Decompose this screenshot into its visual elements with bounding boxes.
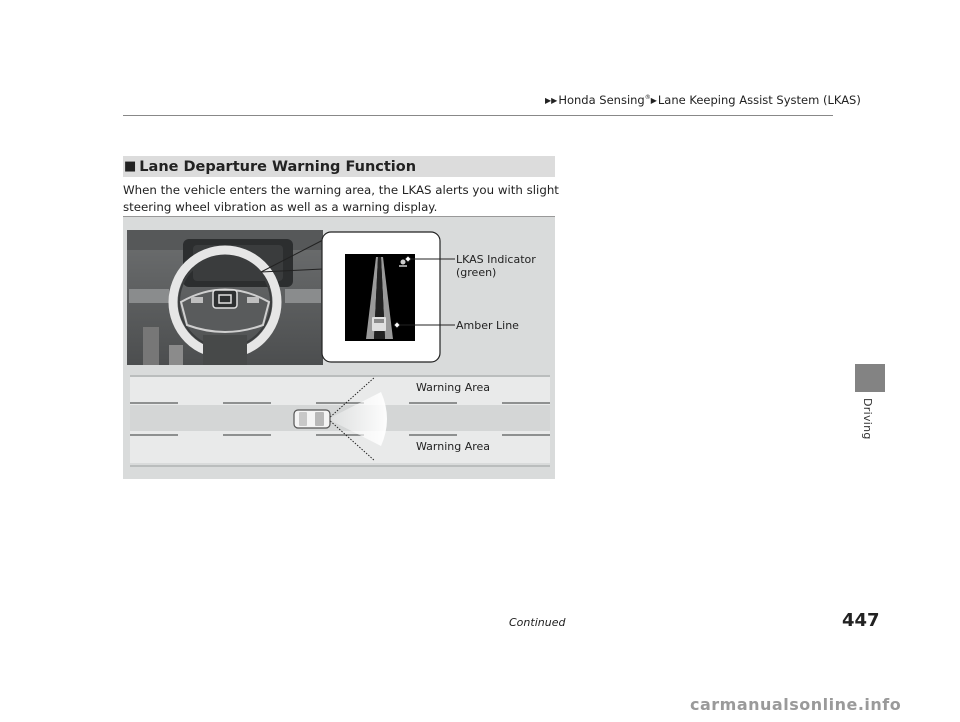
watermark: carmanualsonline.info	[690, 695, 902, 714]
warning-area-label-top: Warning Area	[416, 381, 491, 394]
dashboard-image	[127, 230, 323, 365]
chapter-tab-label: Driving	[861, 398, 874, 440]
body-paragraph: When the vehicle enters the warning area, the LKAS alerts you with slight steering wheel vibration as well as a warning display.	[123, 183, 559, 214]
header-rule	[123, 115, 833, 116]
warning-area-label-bottom: Warning Area	[416, 440, 491, 453]
breadcrumb-item-honda-sensing[interactable]: Honda Sensing	[558, 93, 645, 107]
page-number: 447	[842, 610, 880, 631]
breadcrumb	[545, 93, 861, 107]
section-bullet-icon: ■	[124, 159, 137, 174]
section-title: Lane Departure Warning Function	[139, 158, 417, 175]
chapter-tab[interactable]	[855, 364, 885, 392]
breadcrumb-arrow-icon: ▶▶	[545, 96, 558, 105]
vehicle-icon	[294, 410, 330, 428]
lane-departure-figure	[123, 216, 555, 479]
zoom-callout-box	[322, 232, 440, 362]
breadcrumb-item-lkas[interactable]: Lane Keeping Assist System (LKAS)	[657, 93, 861, 107]
callout-amber-line: Amber Line	[456, 319, 519, 332]
callout-lkas-indicator: LKAS Indicator (green)	[456, 253, 536, 279]
registered-mark: ®	[644, 94, 651, 102]
continued-note: Continued	[509, 616, 566, 629]
section-heading	[123, 156, 555, 177]
breadcrumb-arrow-icon: ▶	[650, 96, 657, 105]
